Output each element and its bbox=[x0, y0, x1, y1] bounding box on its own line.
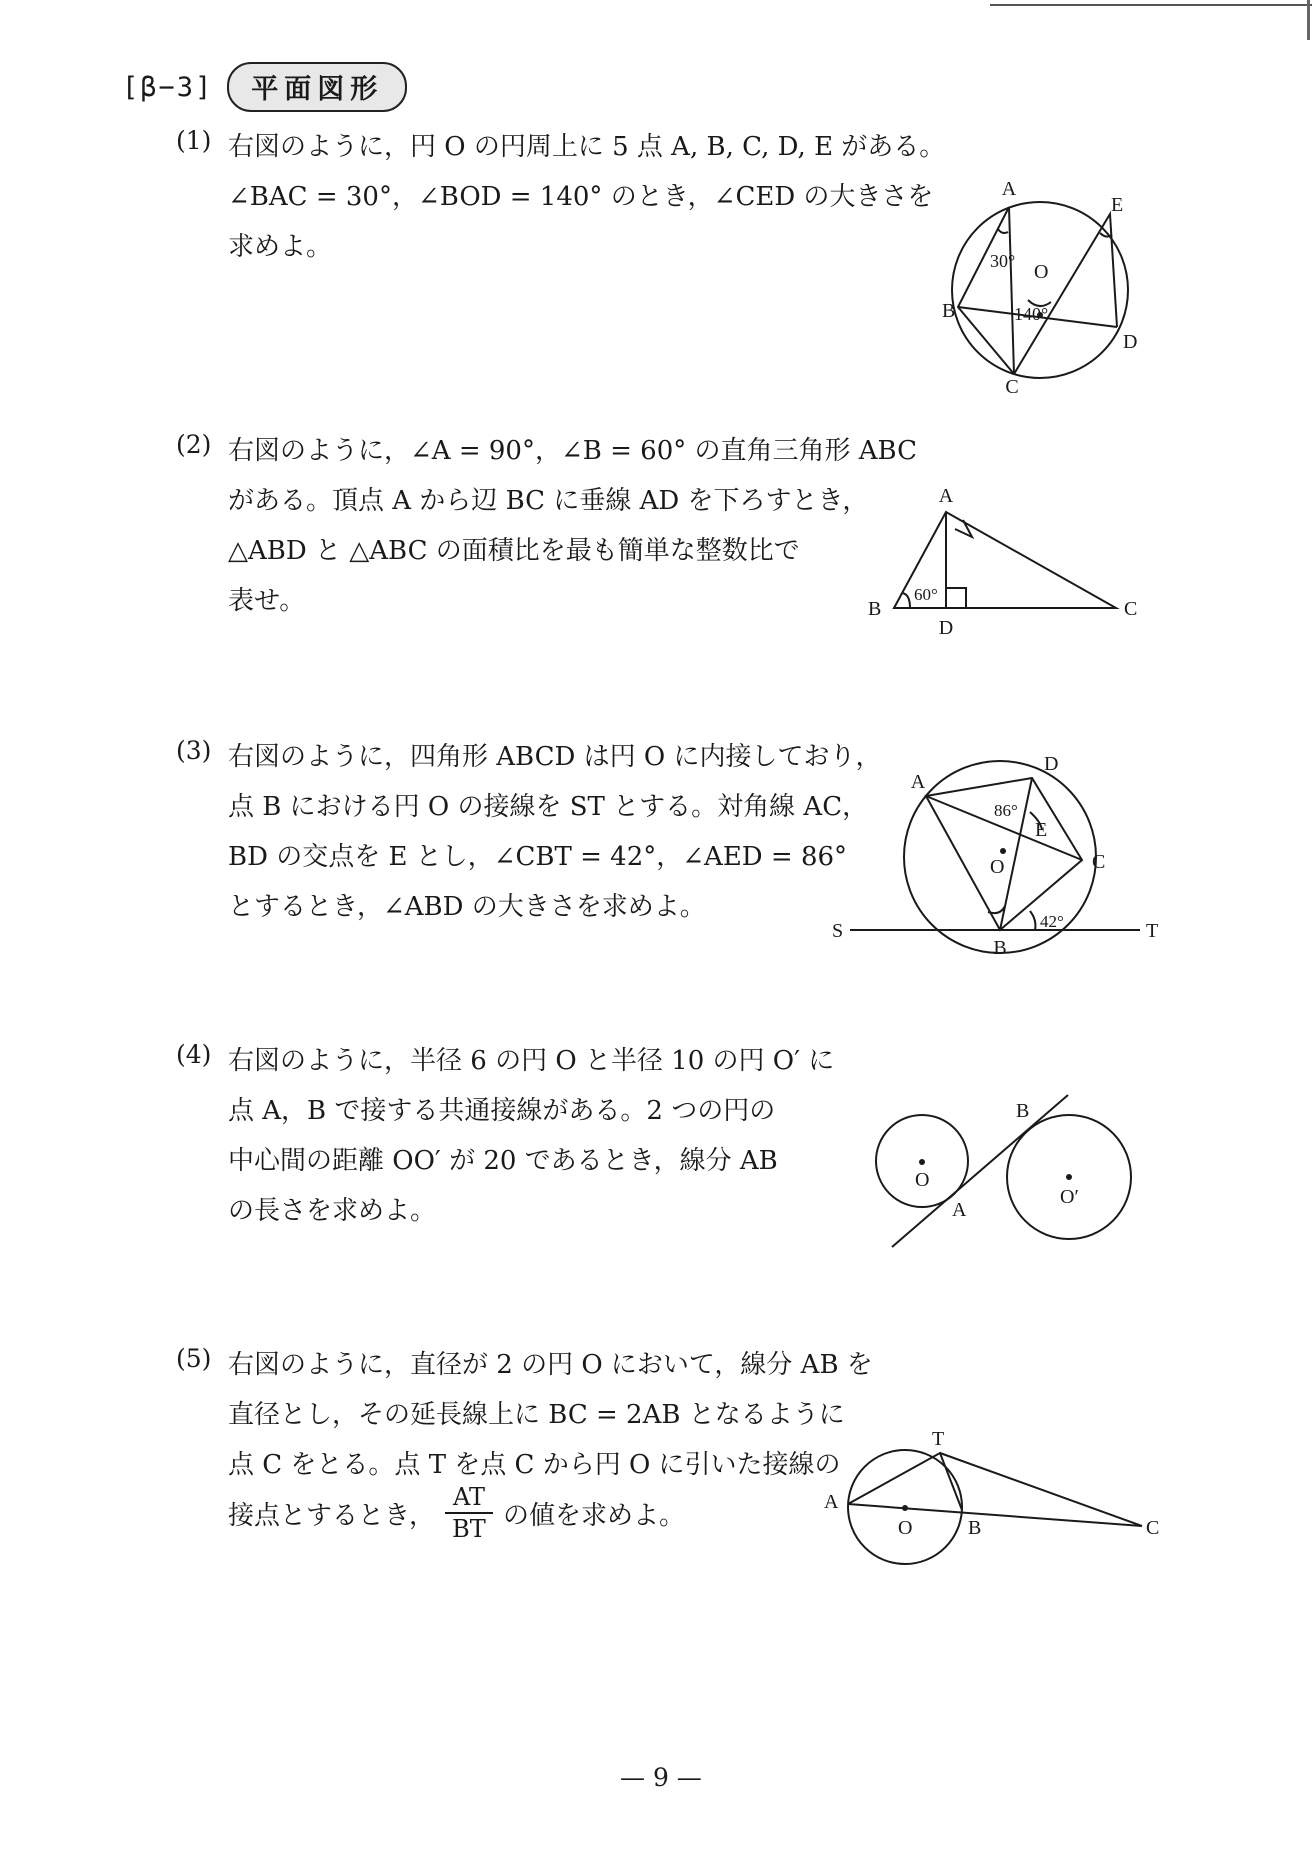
label-b: B bbox=[993, 937, 1007, 959]
problem-text-line: がある。頂点 A から辺 BC に垂線 AD を下ろすとき， bbox=[228, 486, 869, 516]
label-c: C bbox=[1092, 851, 1106, 873]
label-e: E bbox=[1111, 194, 1124, 216]
figure-2-right-triangle bbox=[860, 480, 1150, 640]
problem-text-line: 中心間の距離 OO′ が 20 であるとき，線分 AB bbox=[228, 1146, 778, 1176]
problem-text-line: 右図のように，半径 6 の円 O と半径 10 の円 O′ に bbox=[228, 1046, 835, 1076]
label-angle-42: 42° bbox=[1040, 912, 1064, 931]
fraction-numerator: AT bbox=[452, 1483, 485, 1511]
label-o: O bbox=[915, 1169, 930, 1191]
figure-4-common-tangent bbox=[870, 1090, 1150, 1260]
problem-text-line: 右図のように，四角形 ABCD は円 O に内接しており， bbox=[228, 742, 882, 772]
problem-text-line: △ABD と △ABC の面積比を最も簡単な整数比で bbox=[228, 536, 800, 566]
problem-text-line: ∠BAC = 30°，∠BOD = 140° のとき，∠CED の大きさを bbox=[228, 182, 934, 212]
problem-text-line: 右図のように，円 O の円周上に 5 点 A, B, C, D, E がある。 bbox=[228, 132, 946, 162]
label-a: A bbox=[938, 485, 954, 507]
problem-text-line: 直径とし，その延長線上に BC = 2AB となるように bbox=[228, 1400, 845, 1430]
label-a: A bbox=[910, 771, 926, 793]
top-rule bbox=[990, 4, 1312, 6]
label-angle-30: 30° bbox=[990, 251, 1016, 271]
page-number: — 9 — bbox=[620, 1763, 702, 1792]
chord-ced bbox=[1014, 214, 1117, 374]
label-a: A bbox=[1001, 178, 1017, 200]
label-a: A bbox=[824, 1491, 839, 1513]
problem-text-line: 表せ。 bbox=[228, 586, 306, 616]
problem-text-line: 右図のように，∠A = 90°，∠B = 60° の直角三角形 ABC bbox=[228, 436, 918, 466]
tangent-ct bbox=[940, 1453, 1142, 1526]
problem-text-line: 右図のように，直径が 2 の円 O において，線分 AB を bbox=[228, 1350, 873, 1380]
segments-at-tb bbox=[848, 1453, 962, 1510]
figure-5-tangent-from-c bbox=[820, 1428, 1170, 1578]
section-header bbox=[122, 64, 407, 110]
label-c: C bbox=[1124, 598, 1138, 620]
fraction-denominator: BT bbox=[452, 1515, 486, 1543]
problem-number: (3) bbox=[176, 736, 212, 765]
label-c: C bbox=[1005, 376, 1019, 398]
edge-rule bbox=[1307, 0, 1310, 40]
problem-text-after-fraction: の値を求めよ。 bbox=[502, 1500, 685, 1531]
problem-text-line: 点 B における円 O の接線を ST とする。対角線 AC， bbox=[228, 792, 869, 822]
problem-text-line: BD の交点を E とし，∠CBT = 42°，∠AED = 86° bbox=[228, 842, 848, 872]
label-c: C bbox=[1146, 1517, 1160, 1539]
figure-3-cyclic-quadrilateral bbox=[830, 748, 1170, 963]
problem-text-line: の長さを求めよ。 bbox=[228, 1196, 437, 1226]
line-abc bbox=[848, 1504, 1142, 1526]
section-label: [β−3] bbox=[122, 71, 214, 103]
label-o: O bbox=[898, 1517, 913, 1539]
figure-1-inscribed-angles bbox=[930, 175, 1150, 400]
problem-text-line: 点 C をとる。点 T を点 C から円 O に引いた接線の bbox=[228, 1450, 841, 1480]
label-b: B bbox=[1016, 1100, 1030, 1122]
label-d: D bbox=[938, 617, 954, 639]
problem-text-line: 点 A，B で接する共通接線がある。2 つの円の bbox=[228, 1096, 776, 1126]
label-o: O bbox=[990, 856, 1005, 878]
label-b: B bbox=[942, 300, 956, 322]
fraction-at-bt bbox=[445, 1482, 493, 1544]
label-t: T bbox=[932, 1428, 945, 1450]
problem-text-line: とするとき，∠ABD の大きさを求めよ。 bbox=[228, 892, 706, 922]
problem-text-line bbox=[228, 1482, 685, 1544]
problem-number: (1) bbox=[176, 126, 212, 155]
label-d: D bbox=[1044, 753, 1059, 775]
problem-number: (5) bbox=[176, 1344, 212, 1373]
label-a: A bbox=[952, 1199, 967, 1221]
label-t: T bbox=[1146, 920, 1159, 942]
label-angle-140: 140° bbox=[1014, 304, 1049, 324]
label-b: B bbox=[868, 598, 882, 620]
problem-number: (4) bbox=[176, 1040, 212, 1069]
section-title-badge: 平面図形 bbox=[227, 62, 407, 112]
label-o: O bbox=[1034, 261, 1049, 283]
label-s: S bbox=[832, 920, 844, 942]
label-e: E bbox=[1035, 819, 1048, 841]
label-b: B bbox=[968, 1517, 982, 1539]
label-o-prime: O′ bbox=[1060, 1186, 1079, 1208]
label-d: D bbox=[1123, 331, 1138, 353]
problem-text-before-fraction: 接点とするとき， bbox=[228, 1500, 435, 1531]
problem-text-line: 求めよ。 bbox=[228, 232, 333, 262]
label-angle-86: 86° bbox=[994, 801, 1018, 820]
label-angle-60: 60° bbox=[914, 585, 938, 604]
problem-number: (2) bbox=[176, 430, 212, 459]
